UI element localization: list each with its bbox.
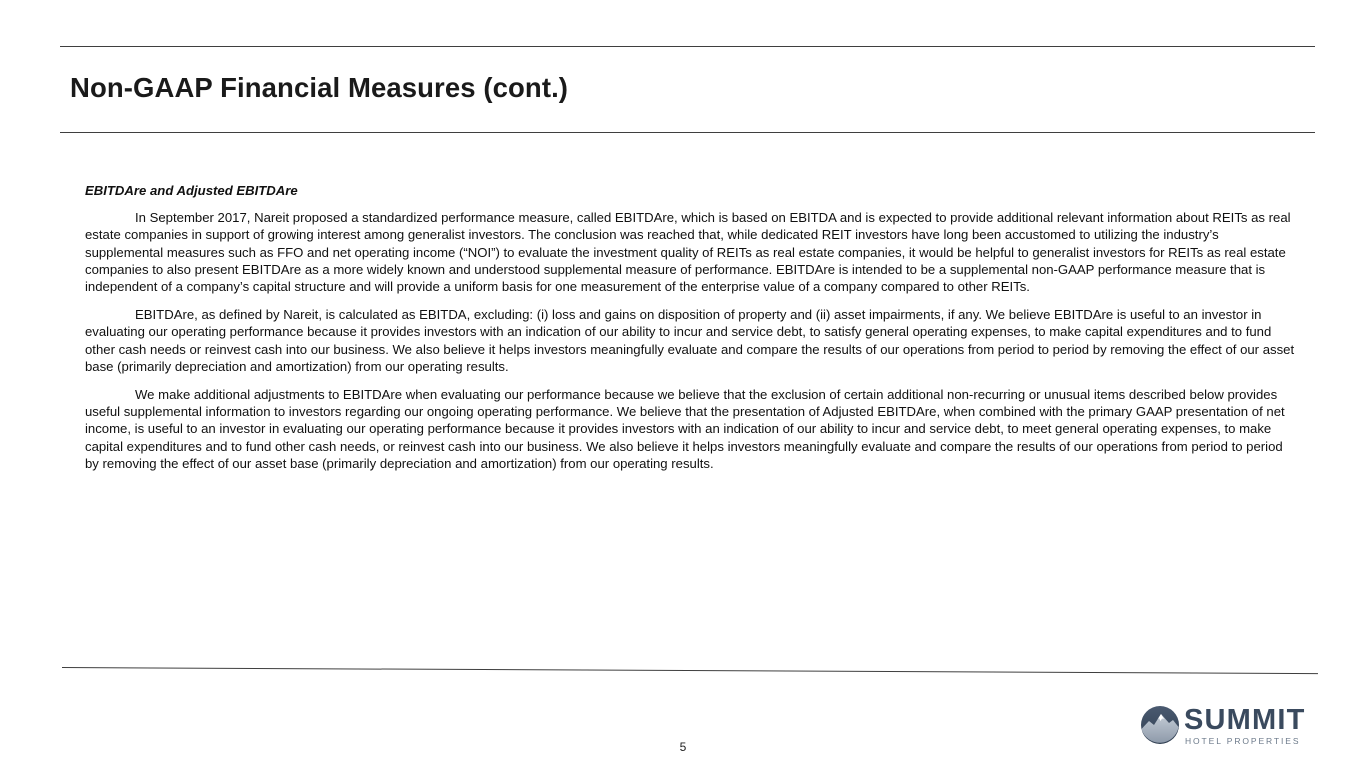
page-title: Non-GAAP Financial Measures (cont.)	[70, 72, 569, 103]
footer-divider	[62, 667, 1318, 674]
mountain-icon	[1140, 705, 1180, 745]
content-body	[85, 182, 1297, 483]
logo-tagline: HOTEL PROPERTIES	[1185, 736, 1301, 746]
paragraph-adjusted-ebitdare: We make additional adjustments to EBITDAre when evaluating our performance because we believe that the exclusion of certain additional non-recurring or unusual items described below provides useful supplemental information to investors regarding our ongoing operating performance. We believe that the presentation of Adjusted EBITDAre, when combined with the primary GAAP presentation of net income, is useful to an investor in evaluating our operating performance because it provides investors with an indication of our ability to incur and service debt, to meet general operating expenses, to make capital expenditures and to fund other cash needs, or reinvest cash into our business. We also believe it helps investors meaningfully evaluate and compare the results of our operations from period to period by removing the effect of our asset base (primarily depreciation and amortization) from our operating results.	[85, 387, 1285, 471]
page-number: 5	[679, 740, 687, 754]
title-divider	[60, 132, 1315, 133]
company-logo	[1138, 704, 1318, 748]
section-heading: EBITDAre and Adjusted EBITDAre	[85, 183, 298, 198]
paragraph-ebitdare-definition: EBITDAre, as defined by Nareit, is calculated as EBITDA, excluding: (i) loss and gains on disposition of property and (ii) asset impairments, if any. We believe EBITDAre is useful to an investor in evaluating our operating performance because it provides investors with an indication of our ability to incur and service debt, to satisfy general operating expenses, to make capital expenditures and to fund other cash needs or reinvest cash into our business. We also believe it helps investors meaningfully evaluate and compare the results of our operations from period to period by removing the effect of our asset base (primarily depreciation and amortization) from our operating results.	[85, 307, 1295, 374]
top-divider	[60, 46, 1315, 47]
paragraph-nareit-proposal: In September 2017, Nareit proposed a standardized performance measure, called EBITDAre, which is based on EBITDA and is expected to provide additional relevant information about REITs as real estate companies in support of growing interest among generalist investors. The conclusion was reached that, while dedicated REIT investors have long been accustomed to utilizing the industry’s supplemental measures such as FFO and net operating income (“NOI”) to evaluate the investment quality of REITs as real estate companies, it would be helpful to generalist investors for REITs as real estate companies to also present EBITDAre as a more widely known and understood supplemental measure of performance. EBITDAre is intended to be a supplemental non-GAAP performance measure that is independent of a company’s capital structure and will provide a uniform basis for one measurement of the enterprise value of a company compared to other REITs.	[85, 210, 1291, 295]
logo-wordmark: SUMMIT	[1184, 704, 1306, 736]
